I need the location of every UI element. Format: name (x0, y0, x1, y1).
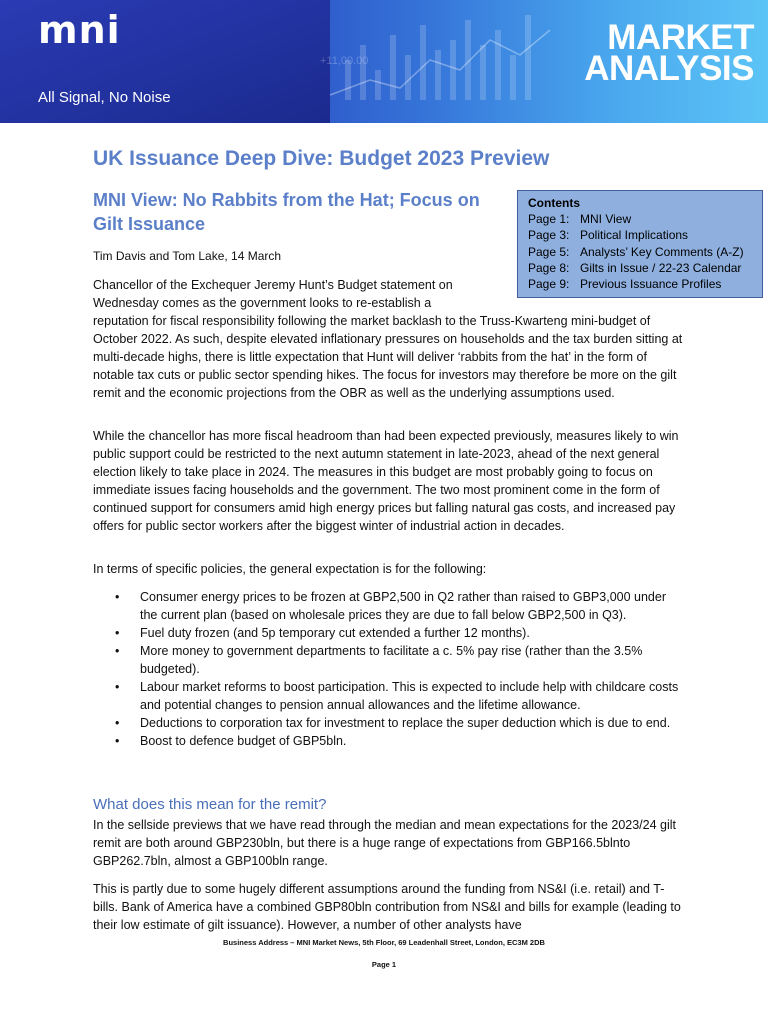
contents-item[interactable] (528, 211, 752, 227)
list-item (93, 642, 683, 678)
subtitle: MNI View: No Rabbits from the Hat; Focus on Gilt Issuance (93, 190, 480, 234)
bullet-icon: • (115, 590, 120, 604)
contents-item[interactable] (528, 227, 752, 243)
contents-page: Page 1: (528, 212, 570, 227)
contents-label: Gilts in Issue / 22-23 Calendar (580, 260, 742, 275)
contents-label: Previous Issuance Profiles (580, 277, 722, 292)
paragraph-3: In terms of specific policies, the general expectation is for the following: (93, 562, 487, 576)
paragraph-2: While the chancellor has more fiscal headroom than had been expected previously, measures likely to win public support could be restricted to the next autumn statement in late-2023, ahead of the next general election likely to take place in 2024. The measures in this budget are most probably going to focus on immediate issues facing households and the government. The two most prominent come in the form of continued support for consumers amid high energy prices but falling natural gas costs, and increased pay offers for public sector workers after the biggest winter of industrial action in decades. (93, 429, 679, 533)
market-analysis-badge (584, 18, 754, 88)
paragraph-1-start: Chancellor of the Exchequer Jeremy Hunt’s Budget statement on Wednesday comes as the government looks to re-establish a (93, 278, 453, 310)
mni-logo: mni (38, 8, 121, 52)
tagline: All Signal, No Noise (38, 89, 171, 106)
contents-label: Political Implications (580, 228, 689, 243)
paragraph-5: This is partly due to some hugely different assumptions around the funding from NS&I (i.e. retail) and T-bills. Bank of America have a combined GBP80bln contribution from NS&I and bills for example (leading to their low estimate of gilt issuance). However, a number of other analysts have (93, 882, 681, 932)
list-item-text: Fuel duty frozen (and 5p temporary cut extended a further 12 months). (140, 626, 530, 640)
badge-line-2: ANALYSIS (584, 49, 754, 88)
byline: Tim Davis and Tom Lake, 14 March (93, 249, 282, 263)
bullet-icon: • (115, 626, 120, 640)
contents-page: Page 5: (528, 244, 570, 259)
contents-item[interactable] (528, 276, 752, 292)
contents-item[interactable] (528, 260, 752, 276)
paragraph-1-cont: reputation for fiscal responsibility following the market backlash to the Truss-Kwarteng mini-budget of October 2022. As such, despite elevated inflationary pressures on households and the tax burden sitting at multi-decade highs, there is little expectation that Hunt will deliver ‘rabbits from the hat’ in the form of notable tax cuts or public sector spending hikes. The focus for investors may therefore be more on the gilt remit and the economic projections from the OBR as well as the underlying assumptions used. (93, 314, 683, 400)
list-item (93, 678, 683, 714)
list-item-text: Boost to defence budget of GBP5bln. (140, 734, 347, 748)
contents-box (517, 190, 763, 298)
footer-address: Business Address – MNI Market News, 5th Floor, 69 Leadenhall Street, London, EC3M 2DB (223, 938, 545, 947)
list-item (93, 588, 683, 624)
list-item-text: Labour market reforms to boost participation. This is expected to include help with childcare costs and potential changes to pension annual allowances and the lifetime allowance. (140, 680, 679, 712)
ticker-text: +11,00.00 (320, 55, 369, 67)
page-number: Page 1 (371, 960, 397, 969)
list-item (93, 732, 683, 750)
contents-heading: Contents (528, 196, 580, 210)
section-heading: What does this mean for the remit? (93, 796, 327, 813)
list-item-text: Deductions to corporation tax for investment to replace the super deduction which is due to end. (140, 716, 671, 730)
bullet-icon: • (115, 716, 120, 730)
contents-label: MNI View (580, 212, 632, 227)
bullet-icon: • (115, 680, 120, 694)
page-title: UK Issuance Deep Dive: Budget 2023 Preview (93, 147, 550, 170)
header-banner (0, 0, 768, 123)
contents-page: Page 3: (528, 228, 570, 243)
contents-item[interactable] (528, 244, 752, 260)
policy-list (93, 588, 683, 750)
bullet-icon: • (115, 734, 120, 748)
bullet-icon: • (115, 644, 120, 658)
list-item-text: More money to government departments to facilitate a c. 5% pay rise (rather than the 3.5% budgeted). (140, 644, 643, 676)
contents-label: Analysts’ Key Comments (A-Z) (580, 244, 744, 259)
list-item (93, 624, 683, 642)
list-item (93, 714, 683, 732)
contents-page: Page 8: (528, 260, 570, 275)
contents-page: Page 9: (528, 277, 570, 292)
paragraph-4: In the sellside previews that we have read through the median and mean expectations for the 2023/24 gilt remit are both around GBP230bln, but there is a huge range of expectations from GBP166.5blnto GBP262.7bln, almost a GBP100bln range. (93, 818, 677, 868)
list-item-text: Consumer energy prices to be frozen at GBP2,500 in Q2 rather than raised to GBP3,000 under the current plan (based on wholesale prices they are due to fall below GBP2,500 in Q3). (140, 590, 666, 622)
badge-line-1: MARKET (607, 18, 754, 57)
